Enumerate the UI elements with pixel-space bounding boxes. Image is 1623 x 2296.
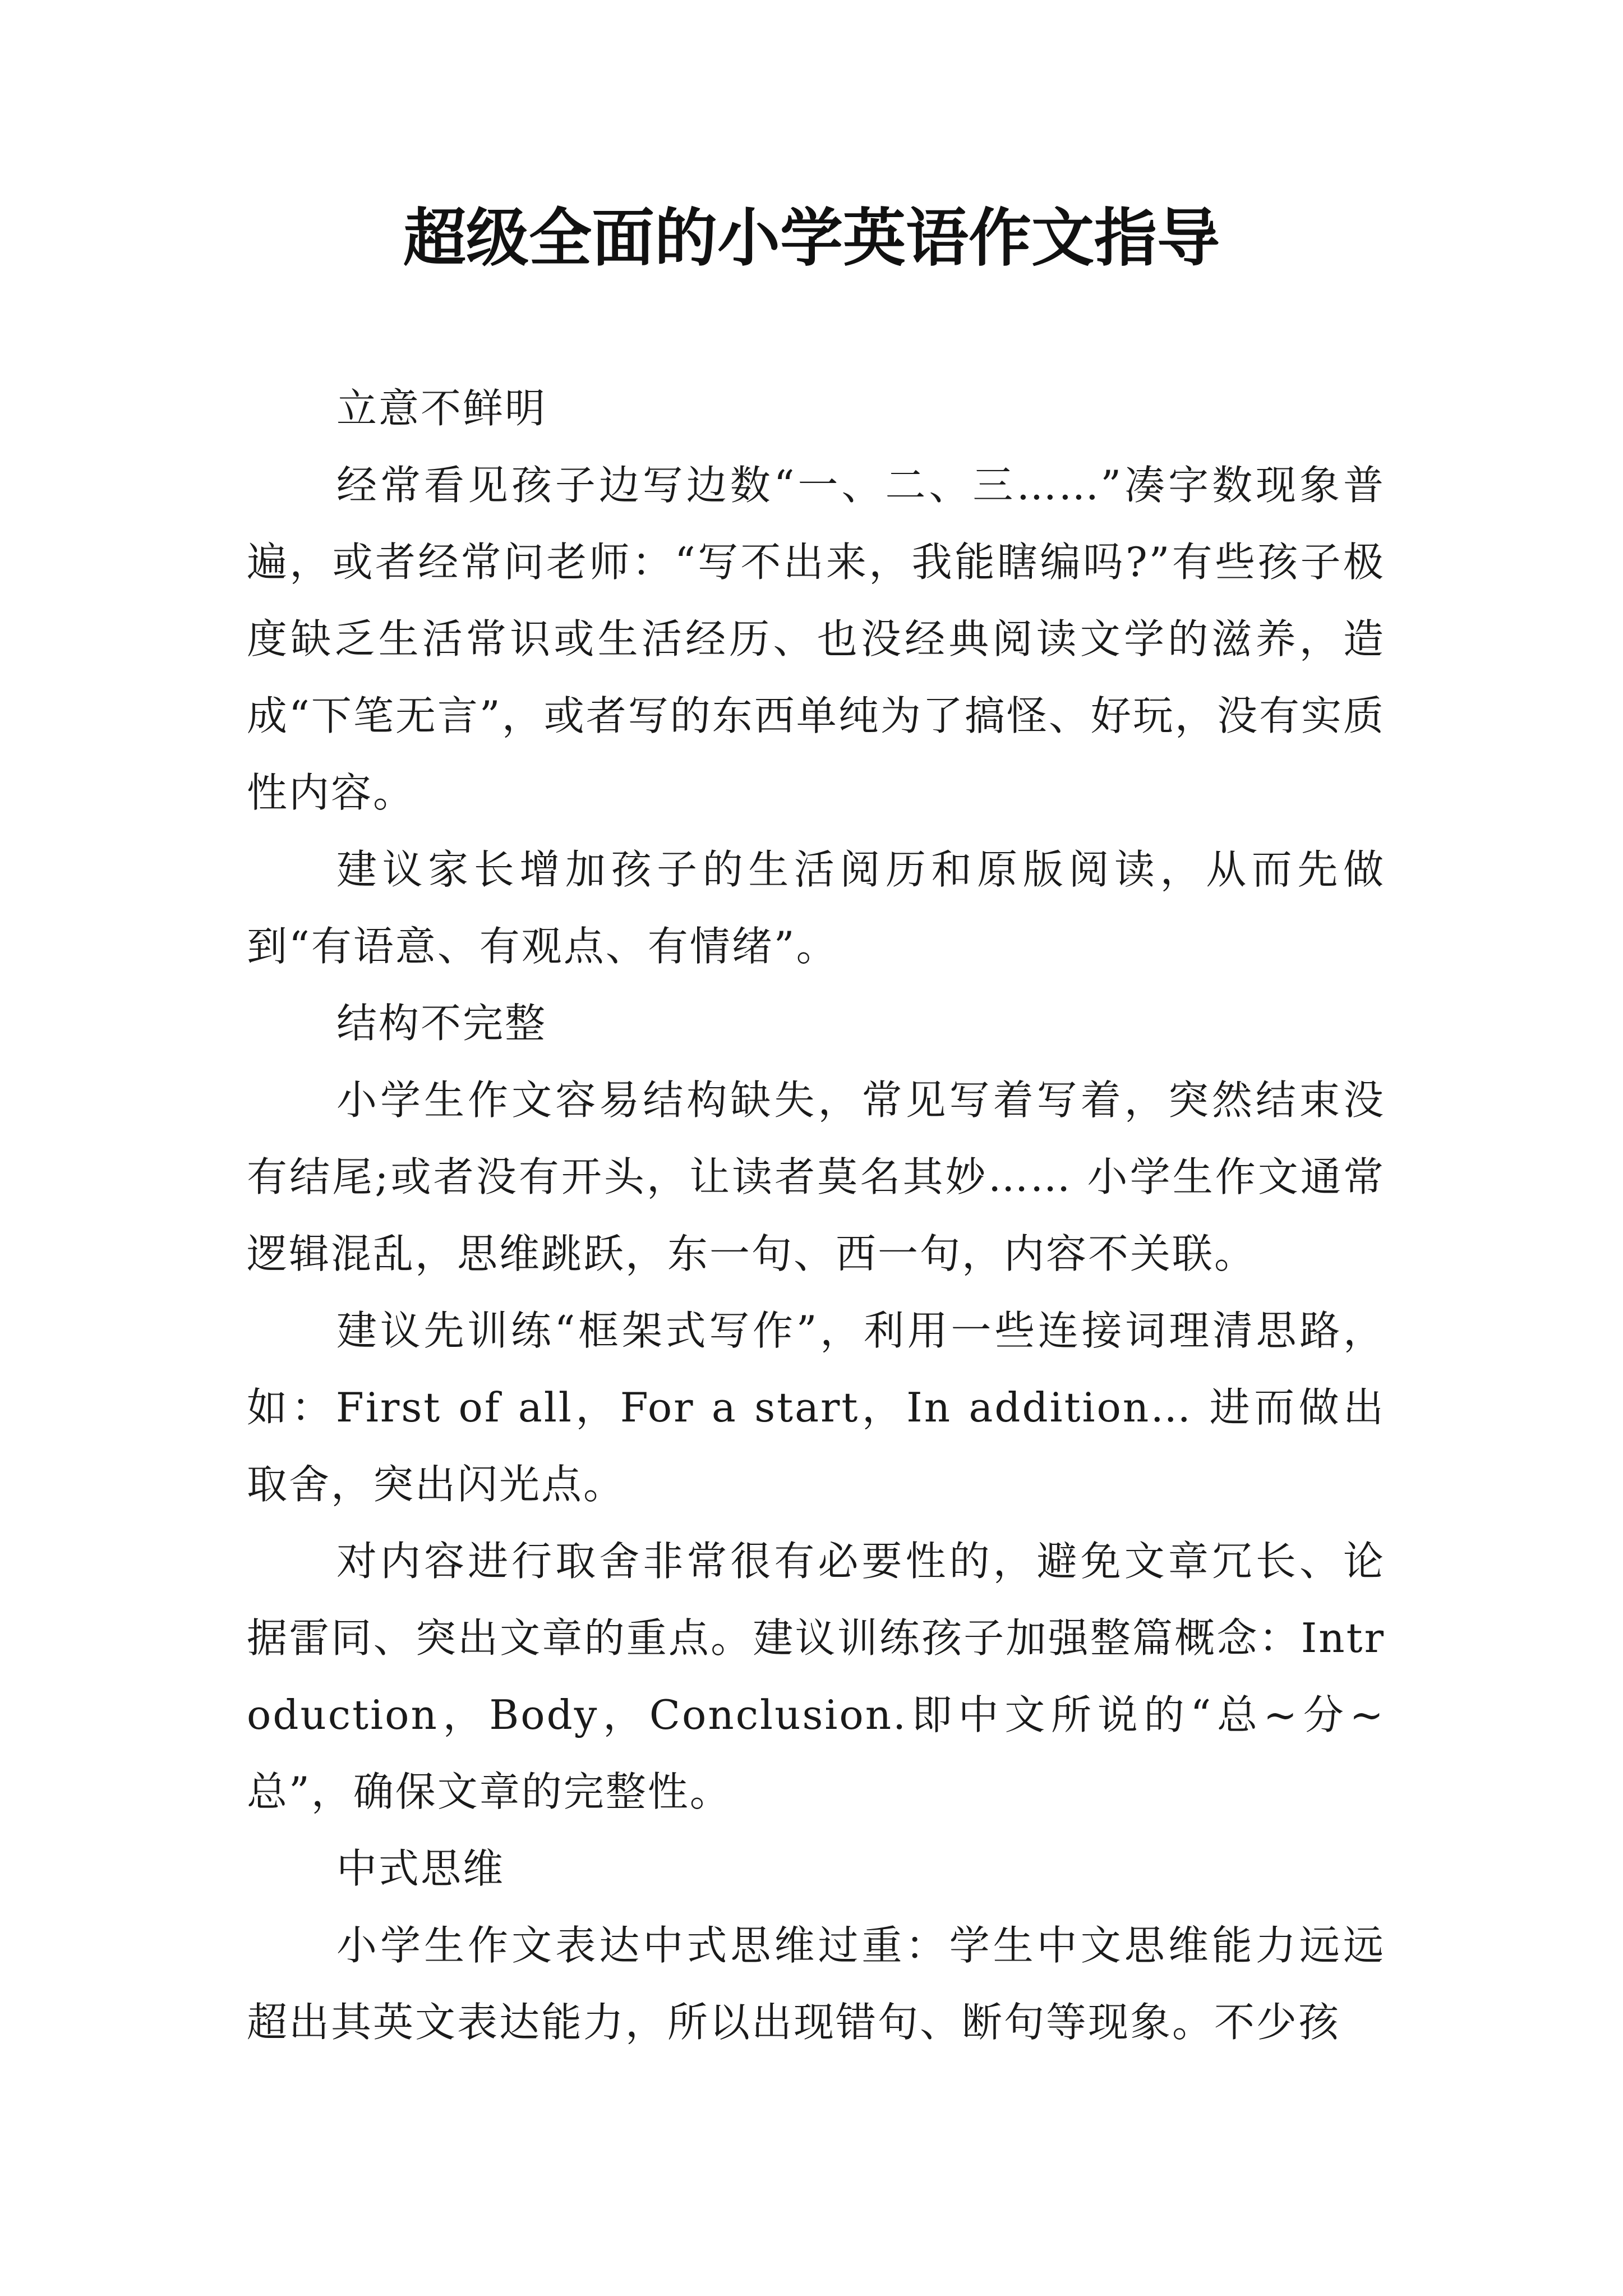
section-heading: 立意不鲜明 bbox=[336, 385, 547, 432]
paragraph: 建议家长增加孩子的生活阅历和原版阅读，从而先做到“有语意、有观点、有情绪”。 bbox=[247, 846, 1385, 970]
section-heading: 中式思维 bbox=[336, 1845, 505, 1892]
paragraph: 经常看见孩子边写边数“一、二、三……”凑字数现象普遍，或者经常问老师：“写不出来，我能瞎编吗?”有些孩子极度缺乏生活常识或生活经历、也没经典阅读文学的滋养，造成“下笔无言”，或者写的东西单纯为了搞怪、好玩，没有实质性内容。 bbox=[247, 462, 1385, 816]
page-title: 超级全面的小学英语作文指导 bbox=[403, 201, 1220, 275]
document-body bbox=[247, 370, 1385, 2061]
paragraph: 对内容进行取舍非常很有必要性的，避免文章冗长、论据雷同、突出文章的重点。建议训练孩子加强整篇概念：Introduction，Body，Conclusion.即中文所说的“总~分~总”，确保文章的完整性。 bbox=[247, 1538, 1385, 1815]
paragraph: 建议先训练“框架式写作”，利用一些连接词理清思路，如：First of all，For a start，In addition… 进而做出取舍，突出闪光点。 bbox=[247, 1307, 1385, 1508]
paragraph: 小学生作文容易结构缺失，常见写着写着，突然结束没有结尾;或者没有开头，让读者莫名其妙…… 小学生作文通常逻辑混乱，思维跳跃，东一句、西一句，内容不关联。 bbox=[247, 1076, 1385, 1277]
paragraph: 小学生作文表达中式思维过重：学生中文思维能力远远超出其英文表达能力，所以出现错句、断句等现象。不少孩 bbox=[247, 1922, 1385, 2046]
section-heading: 结构不完整 bbox=[336, 1000, 547, 1047]
